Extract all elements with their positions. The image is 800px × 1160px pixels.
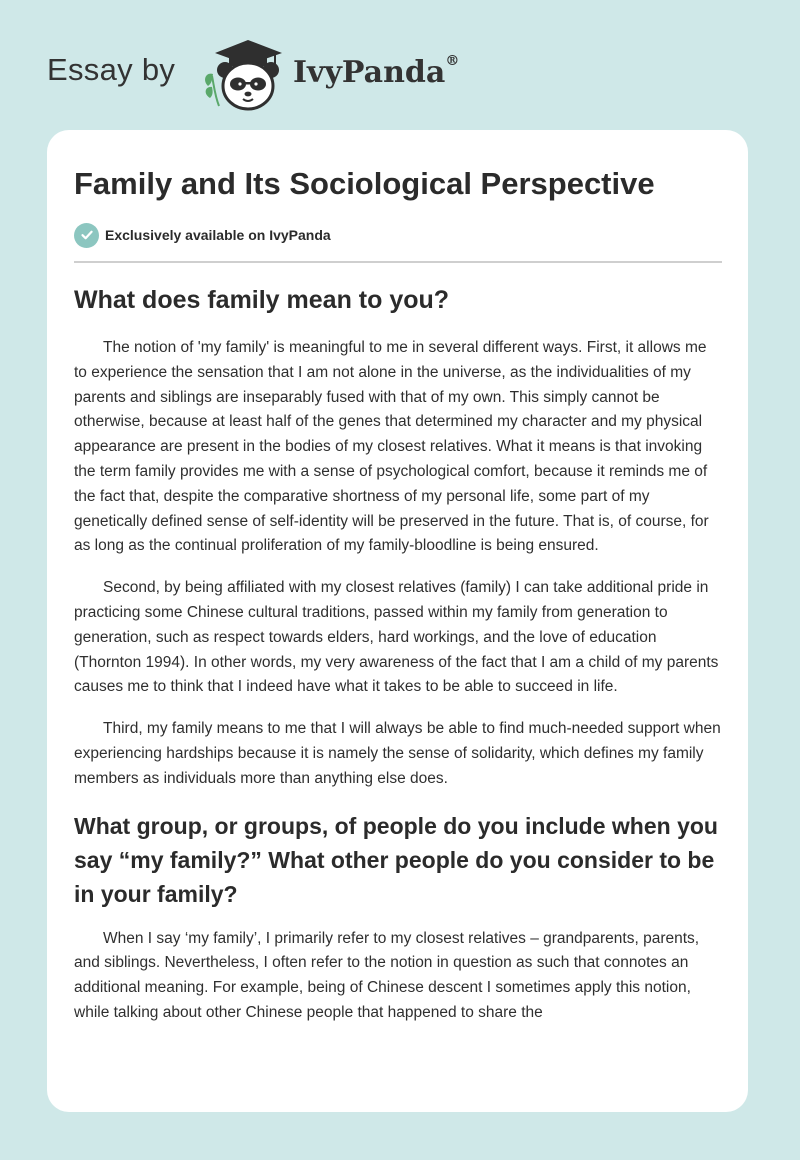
brand-prefix: Essay by xyxy=(47,52,176,87)
exclusive-label: Exclusively available on IvyPanda xyxy=(105,227,331,243)
essay-title: Family and Its Sociological Perspective xyxy=(74,166,655,201)
paragraph: When I say ‘my family’, I primarily refer to my closest relatives – grandparents, parents, and siblings. Nevertheless, I often refer to the notion in question as such that connotes an additional meaning. For example, being of Chinese descent I sometimes apply this notion, while talking about other Chinese people that happened to share the xyxy=(74,929,700,1021)
section-heading: What group, or groups, of people do you include when you say “my family?” What other people do you consider to be in your family? xyxy=(74,812,718,907)
check-badge-icon xyxy=(74,223,99,248)
paragraph: Second, by being affiliated with my closest relatives (family) I can take additional pride in practicing some Chinese cultural traditions, passed within my family from generation to generation, such as respect towards elders, hard workings, and the love of education (Thornton 1994). In other words, my very awareness of the fact that I am a child of my parents causes me to think that I indeed have what it takes to be able to succeed in life. xyxy=(74,579,719,696)
essay-card xyxy=(47,130,748,1112)
paragraph: Third, my family means to me that I will always be able to find much-needed support when experiencing hardships because it is namely the sense of solidarity, which defines my family members as individuals more than anything else does. xyxy=(74,720,721,787)
site-header xyxy=(0,0,800,130)
essay-content xyxy=(74,282,722,1043)
title-divider xyxy=(74,261,722,263)
brand-name[interactable]: IvyPanda® xyxy=(293,53,460,90)
registered-mark: ® xyxy=(445,53,460,69)
section-heading: What does family mean to you? xyxy=(74,286,450,314)
panda-graduate-icon[interactable] xyxy=(200,36,286,112)
exclusive-badge xyxy=(74,222,331,248)
paragraph: The notion of 'my family' is meaningful to me in several different ways. First, it allows me to experience the sensation that I am not alone in the universe, as the individualities of my parents and siblings are inseparably fused with that of my own. This simply cannot be otherwise, because at least half of the genes that determined my character and my physical appearance are present in the bodies of my closest relatives. What it means is that invoking the term family provides me with a sense of psychological comfort, because it reminds me of the fact that, despite the comparative shortness of my personal life, some part of my genetically defined sense of self-identity will be preserved in the future. That is, of course, for as long as the continual proliferation of my family-bloodline is being ensured. xyxy=(74,339,709,555)
